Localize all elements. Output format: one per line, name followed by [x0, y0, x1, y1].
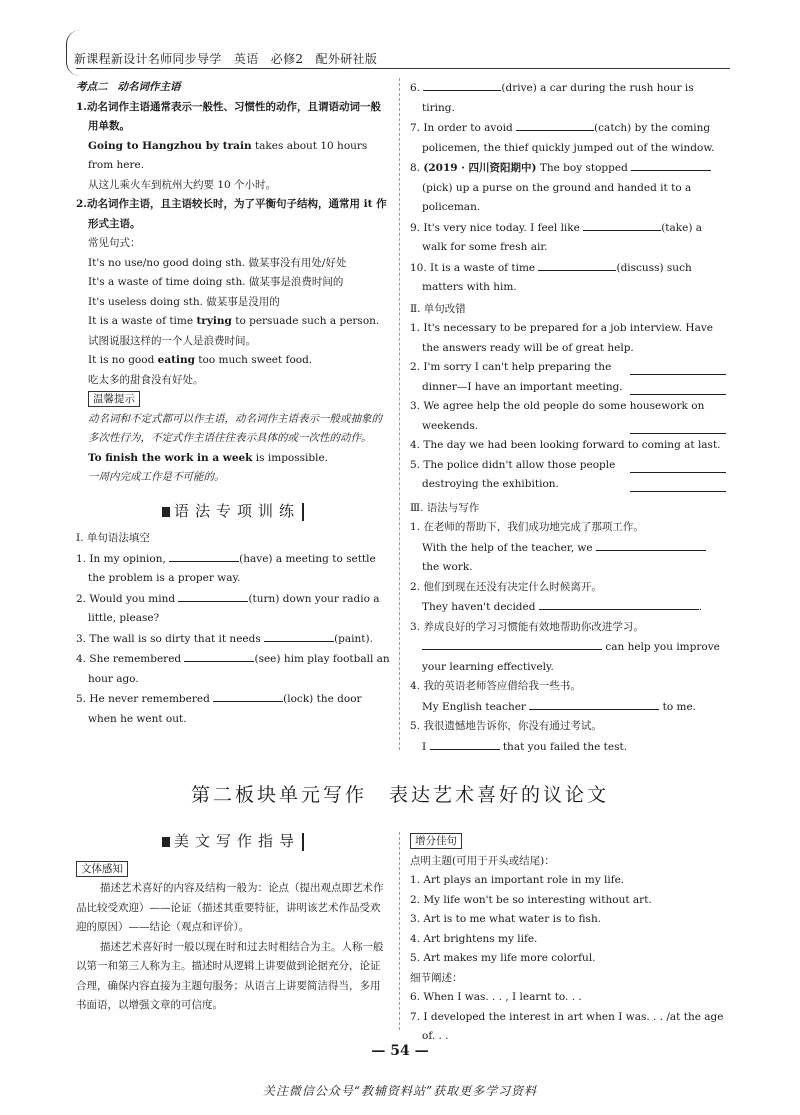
genre-label-row [76, 860, 390, 880]
writing-5-b: that you failed the test. [499, 740, 628, 753]
fill-in-item [410, 78, 726, 118]
writing-3-blank[interactable] [422, 637, 602, 650]
rule-2-num: 2. [76, 198, 87, 210]
kaodian-title: 动名词作主语 [117, 81, 181, 93]
rule-1-num: 1. [76, 100, 87, 113]
writing-3-cn: 3. 养成良好的学习习惯能有效地帮助你改进学习。 [410, 620, 644, 633]
example-2 [76, 312, 390, 332]
example-4-rest: is impossible. [252, 451, 329, 464]
writing-5-blank[interactable] [430, 737, 500, 750]
error-sentence: The day we had been looking forward to coming at last. [423, 439, 721, 451]
fill-in-item [410, 258, 726, 298]
item-text-a: Would you mind [89, 592, 179, 605]
section-3-title: Ⅲ. 语法与写作 [410, 501, 480, 514]
item-text-b: such matters with him. [422, 261, 692, 293]
writing-5-a: I [422, 740, 430, 753]
good-sentences-column [410, 832, 726, 1047]
good-sentences-label: 增分佳句 [410, 833, 462, 849]
pattern-2: It's a waste of time doing sth. 做某事是浪费时间的 [88, 276, 344, 288]
example-1 [76, 137, 390, 176]
item-hint: (turn) [248, 592, 280, 605]
item-hint: (paint) [334, 632, 370, 645]
correction-blank[interactable] [630, 479, 726, 492]
error-item [410, 397, 726, 436]
example-2-translation: 试图说服这样的一个人是浪费时间。 [88, 334, 256, 347]
good-sentence: 1. Art plays an important role in my life. [410, 874, 625, 886]
writing-1-cn-text: 在老师的帮助下，我们成功地完成了那项工作。 [423, 521, 644, 533]
detail-label: 细节阐述： [410, 971, 463, 984]
writing-1-blank[interactable] [596, 538, 706, 551]
item-text-b: a meeting to settle the problem is a proper way. [88, 552, 376, 584]
rule-1 [76, 98, 390, 137]
answer-blank[interactable] [423, 78, 501, 91]
section-2-title: Ⅱ. 单句改错 [410, 302, 466, 315]
item-number: 5. [410, 458, 421, 471]
sentence-7: 7. I developed the interest in art when I was. . . /at the age of. . . [410, 1010, 724, 1042]
error-sentence: We agree help the old people do some housework on weekends. [422, 400, 705, 432]
column-divider-2 [399, 832, 400, 1030]
item-hint: (lock) [283, 693, 314, 705]
rule-2 [76, 195, 390, 234]
item-number: 2. [410, 361, 421, 373]
banner-mark-icon [162, 837, 170, 847]
answer-blank[interactable] [538, 258, 616, 271]
example-2-c: to persuade such a person. [231, 315, 380, 327]
writing-3-b: can help you improve your learning effectively. [422, 641, 720, 673]
correction-blank[interactable] [630, 362, 726, 375]
example-1-translation: 从这儿乘火车到杭州大约要 10 个小时。 [88, 178, 277, 191]
writing-4-b: to me. [659, 700, 697, 713]
item-text-a: He never remembered [89, 693, 214, 705]
writing-1 [410, 538, 726, 578]
answer-blank[interactable] [583, 218, 661, 231]
item-number: 6. [410, 82, 421, 94]
fill-in-item [76, 629, 390, 650]
writing-2-a: They haven't decided [422, 601, 539, 613]
fill-in-item [76, 589, 390, 629]
correction-blank[interactable] [630, 460, 726, 473]
fill-in-item [410, 218, 726, 258]
item-text-a: The boy stopped [536, 162, 632, 174]
genre-paragraph-2: 描述艺术喜好时一般以现在时和过去时相结合为主。人称一般以第一和第三人称为主。描述时从逻辑上讲要做到论据充分，论证合理，确保内容直接为主题句服务；从语言上讲要简洁得当，多用书面语，以增强文章的可信度。 [76, 940, 384, 1011]
item-number: 2. [76, 592, 87, 605]
genre-label: 文体感知 [76, 861, 128, 877]
example-2-a: It is a waste of time [88, 315, 197, 327]
writing-1-cn: 1. 在老师的帮助下，我们成功地完成了那项工作。 [410, 521, 644, 533]
error-sentence: I'm sorry I can't help preparing the dinner—I have an important meeting. [422, 361, 623, 393]
item-text-b: him play football an hour ago. [88, 653, 390, 685]
example-1-bold: Going to Hangzhou by train [88, 139, 252, 152]
writing-2-cn-text: 他们到现在还没有决定什么时候离开。 [423, 580, 602, 593]
answer-blank[interactable] [516, 118, 594, 131]
pattern-3: It's useless doing sth. 做某事是没用的 [88, 295, 280, 308]
fill-in-list-right [410, 78, 726, 298]
item-number: 7. [410, 122, 421, 134]
item-number: 9. [410, 221, 421, 234]
item-text-b: . [369, 632, 373, 645]
example-1-rest: takes about 10 hours from here. [88, 139, 368, 171]
example-4 [76, 449, 390, 469]
example-4-bold: To finish the work in a week [88, 451, 253, 464]
item-text-a: It's very nice today. I feel like [423, 221, 584, 234]
item-text-a: In order to avoid [423, 122, 517, 134]
grammar-practice-banner [76, 502, 390, 522]
item-hint: (see) [254, 653, 281, 665]
item-hint: (take) [661, 221, 693, 234]
writing-4-cn-text: 我的英语老师答应借给我一些书。 [423, 680, 581, 692]
right-column [410, 78, 726, 757]
writing-1-b: the work. [422, 561, 473, 573]
section-1-title: Ⅰ. 单句语法填空 [76, 532, 150, 544]
banner-bar-icon [302, 503, 304, 521]
error-item [410, 319, 726, 358]
correction-blank[interactable] [630, 382, 726, 395]
answer-blank[interactable] [213, 689, 283, 702]
example-2-b: trying [196, 315, 232, 327]
answer-blank[interactable] [631, 158, 711, 171]
writing-4 [410, 697, 726, 718]
fill-in-item [410, 118, 726, 158]
item-text-b: the door when he went out. [88, 693, 362, 725]
writing-5-cn-text: 我很遗憾地告诉你，你没有通过考试。 [423, 720, 602, 732]
rule-2-text: 动名词作主语，且主语较长时，为了平衡句子结构，通常用 it 作形式主语。 [86, 198, 387, 230]
item-number: 10. [410, 261, 427, 274]
kaodian-heading [76, 78, 390, 98]
item-number: 4. [410, 439, 421, 451]
item-number: 3. [410, 400, 421, 412]
item-number: 3. [76, 632, 87, 645]
header-rule [76, 68, 730, 69]
item-text-b: down your radio a little, please? [88, 592, 380, 624]
writing-2 [410, 597, 726, 618]
fill-in-item [76, 689, 390, 729]
answer-blank[interactable] [184, 649, 254, 662]
common-patterns-label: 常见句式： [88, 237, 141, 249]
answer-blank[interactable] [178, 589, 248, 602]
banner-bar-icon [302, 833, 304, 851]
item-number: 1. [76, 552, 87, 565]
item-number: 1. [410, 322, 421, 334]
running-header: 新课程新设计名师同步导学 英语 必修2 配外研社版 [74, 52, 378, 66]
item-text-a: It is a waste of time [430, 261, 539, 274]
error-sentence: It's necessary to be prepared for a job interview. Have the answers ready will be of great help. [422, 322, 713, 354]
footer-note: 关注微信公众号“教辅资料站”获取更多学习资料 [262, 1084, 538, 1098]
item-text-b: a walk for some fresh air. [422, 221, 703, 253]
fill-in-item [76, 549, 390, 589]
item-text-a: In my opinion, [89, 552, 170, 565]
writing-guide-banner [76, 832, 390, 852]
sentence-list [410, 871, 726, 969]
page-number: — 54 — [371, 1043, 429, 1059]
item-hint: (discuss) [616, 261, 664, 274]
writing-2-cn: 2. 他们到现在还没有决定什么时候离开。 [410, 580, 602, 593]
error-correction-list [410, 319, 726, 495]
example-3-translation: 吃太多的甜食没有好处。 [88, 373, 204, 386]
kaodian-label: 考点二 [76, 81, 108, 93]
item-hint: (pick) [422, 181, 453, 194]
fill-in-item [410, 158, 726, 218]
left-column [76, 78, 390, 729]
theme-label: 点明主题(可用于开头或结尾)： [410, 854, 555, 867]
genre-paragraph-1: 描述艺术喜好的内容及结构一般为：论点（提出观点即艺术作品比较受欢迎）——论证（描述其重要特征，讲明该艺术作品受欢迎的原因）——结论（观点和评价）。 [76, 882, 384, 933]
example-3 [76, 351, 390, 371]
answer-blank[interactable] [169, 549, 239, 562]
item-text-b: by the coming policemen, the thief quickly jumped out of the window. [422, 122, 715, 154]
banner-mark-icon [162, 507, 170, 517]
writing-3 [410, 637, 726, 677]
pattern-1: It's no use/no good doing sth. 做某事没有用处/好处 [88, 256, 347, 269]
writing-1-a: With the help of the teacher, we [422, 541, 596, 554]
good-sentence: 5. Art makes my life more colorful. [410, 952, 596, 964]
writing-4-blank[interactable] [529, 697, 659, 710]
item-hint: (catch) [594, 122, 632, 134]
example-3-c: too much sweet food. [194, 354, 313, 366]
rule-1-text: 动名词作主语通常表示一般性、习惯性的动作，且谓语动词一般用单数。 [86, 100, 381, 132]
tip-text: 动名词和不定式都可以作主语，动名词作主语表示一般或抽象的多次性行为，不定式作主语往往表示具体的或一次性的动作。 [88, 412, 382, 444]
good-sentence: 3. Art is to me what water is to fish. [410, 913, 602, 925]
writing-2-b: . [698, 601, 703, 613]
sentence-6: 6. When I was. . . , I learnt to. . . [410, 991, 582, 1003]
writing-5 [410, 737, 726, 758]
good-sentence: 2. My life won't be so interesting without art. [410, 893, 652, 906]
writing-3-cn-text: 养成良好的学习习惯能有效地帮助你改进学习。 [423, 620, 644, 633]
source-tag: (2019 · 四川资阳期中) [423, 162, 537, 174]
item-text-b: up a purse on the ground and handed it to a policeman. [422, 181, 692, 213]
item-number: 5. [76, 693, 87, 705]
tip-box [76, 390, 390, 410]
example-3-b: eating [157, 354, 195, 366]
correction-blank[interactable] [630, 421, 726, 434]
fill-in-list-left [76, 549, 390, 730]
section-2-heading: 第二板块单元写作 表达艺术喜好的议论文 [190, 784, 609, 806]
writing-guide-column [76, 832, 390, 1016]
writing-4-cn: 4. 我的英语老师答应借给我一些书。 [410, 680, 581, 692]
writing-2-blank[interactable] [539, 597, 699, 610]
item-hint: (have) [239, 552, 273, 565]
writing-5-cn: 5. 我很遗憾地告诉你，你没有通过考试。 [410, 720, 602, 732]
tip-label: 温馨提示 [88, 391, 140, 407]
error-sentence: The police didn't allow those people destroying the exhibition. [422, 458, 616, 490]
item-number: 8. [410, 162, 421, 174]
writing-banner-text: 美文写作指导 [173, 832, 300, 850]
example-3-a: It is no good [88, 354, 158, 366]
item-text-a: The wall is so dirty that it needs [89, 632, 265, 645]
fill-in-item [76, 649, 390, 689]
column-divider [399, 78, 400, 750]
item-number: 4. [76, 653, 87, 665]
item-text-a: She remembered [89, 653, 185, 665]
banner-text: 语法专项训练 [173, 501, 300, 520]
writing-4-a: My English teacher [422, 700, 530, 713]
good-sentence: 4. Art brightens my life. [410, 932, 538, 945]
good-sentences-label-row [410, 832, 726, 852]
error-item [410, 436, 726, 456]
item-hint: (drive) [501, 82, 537, 94]
item-text-b: a car during the rush hour is tiring. [422, 82, 694, 114]
example-4-translation: 一周内完成工作是不可能的。 [88, 471, 225, 483]
answer-blank[interactable] [264, 629, 334, 642]
